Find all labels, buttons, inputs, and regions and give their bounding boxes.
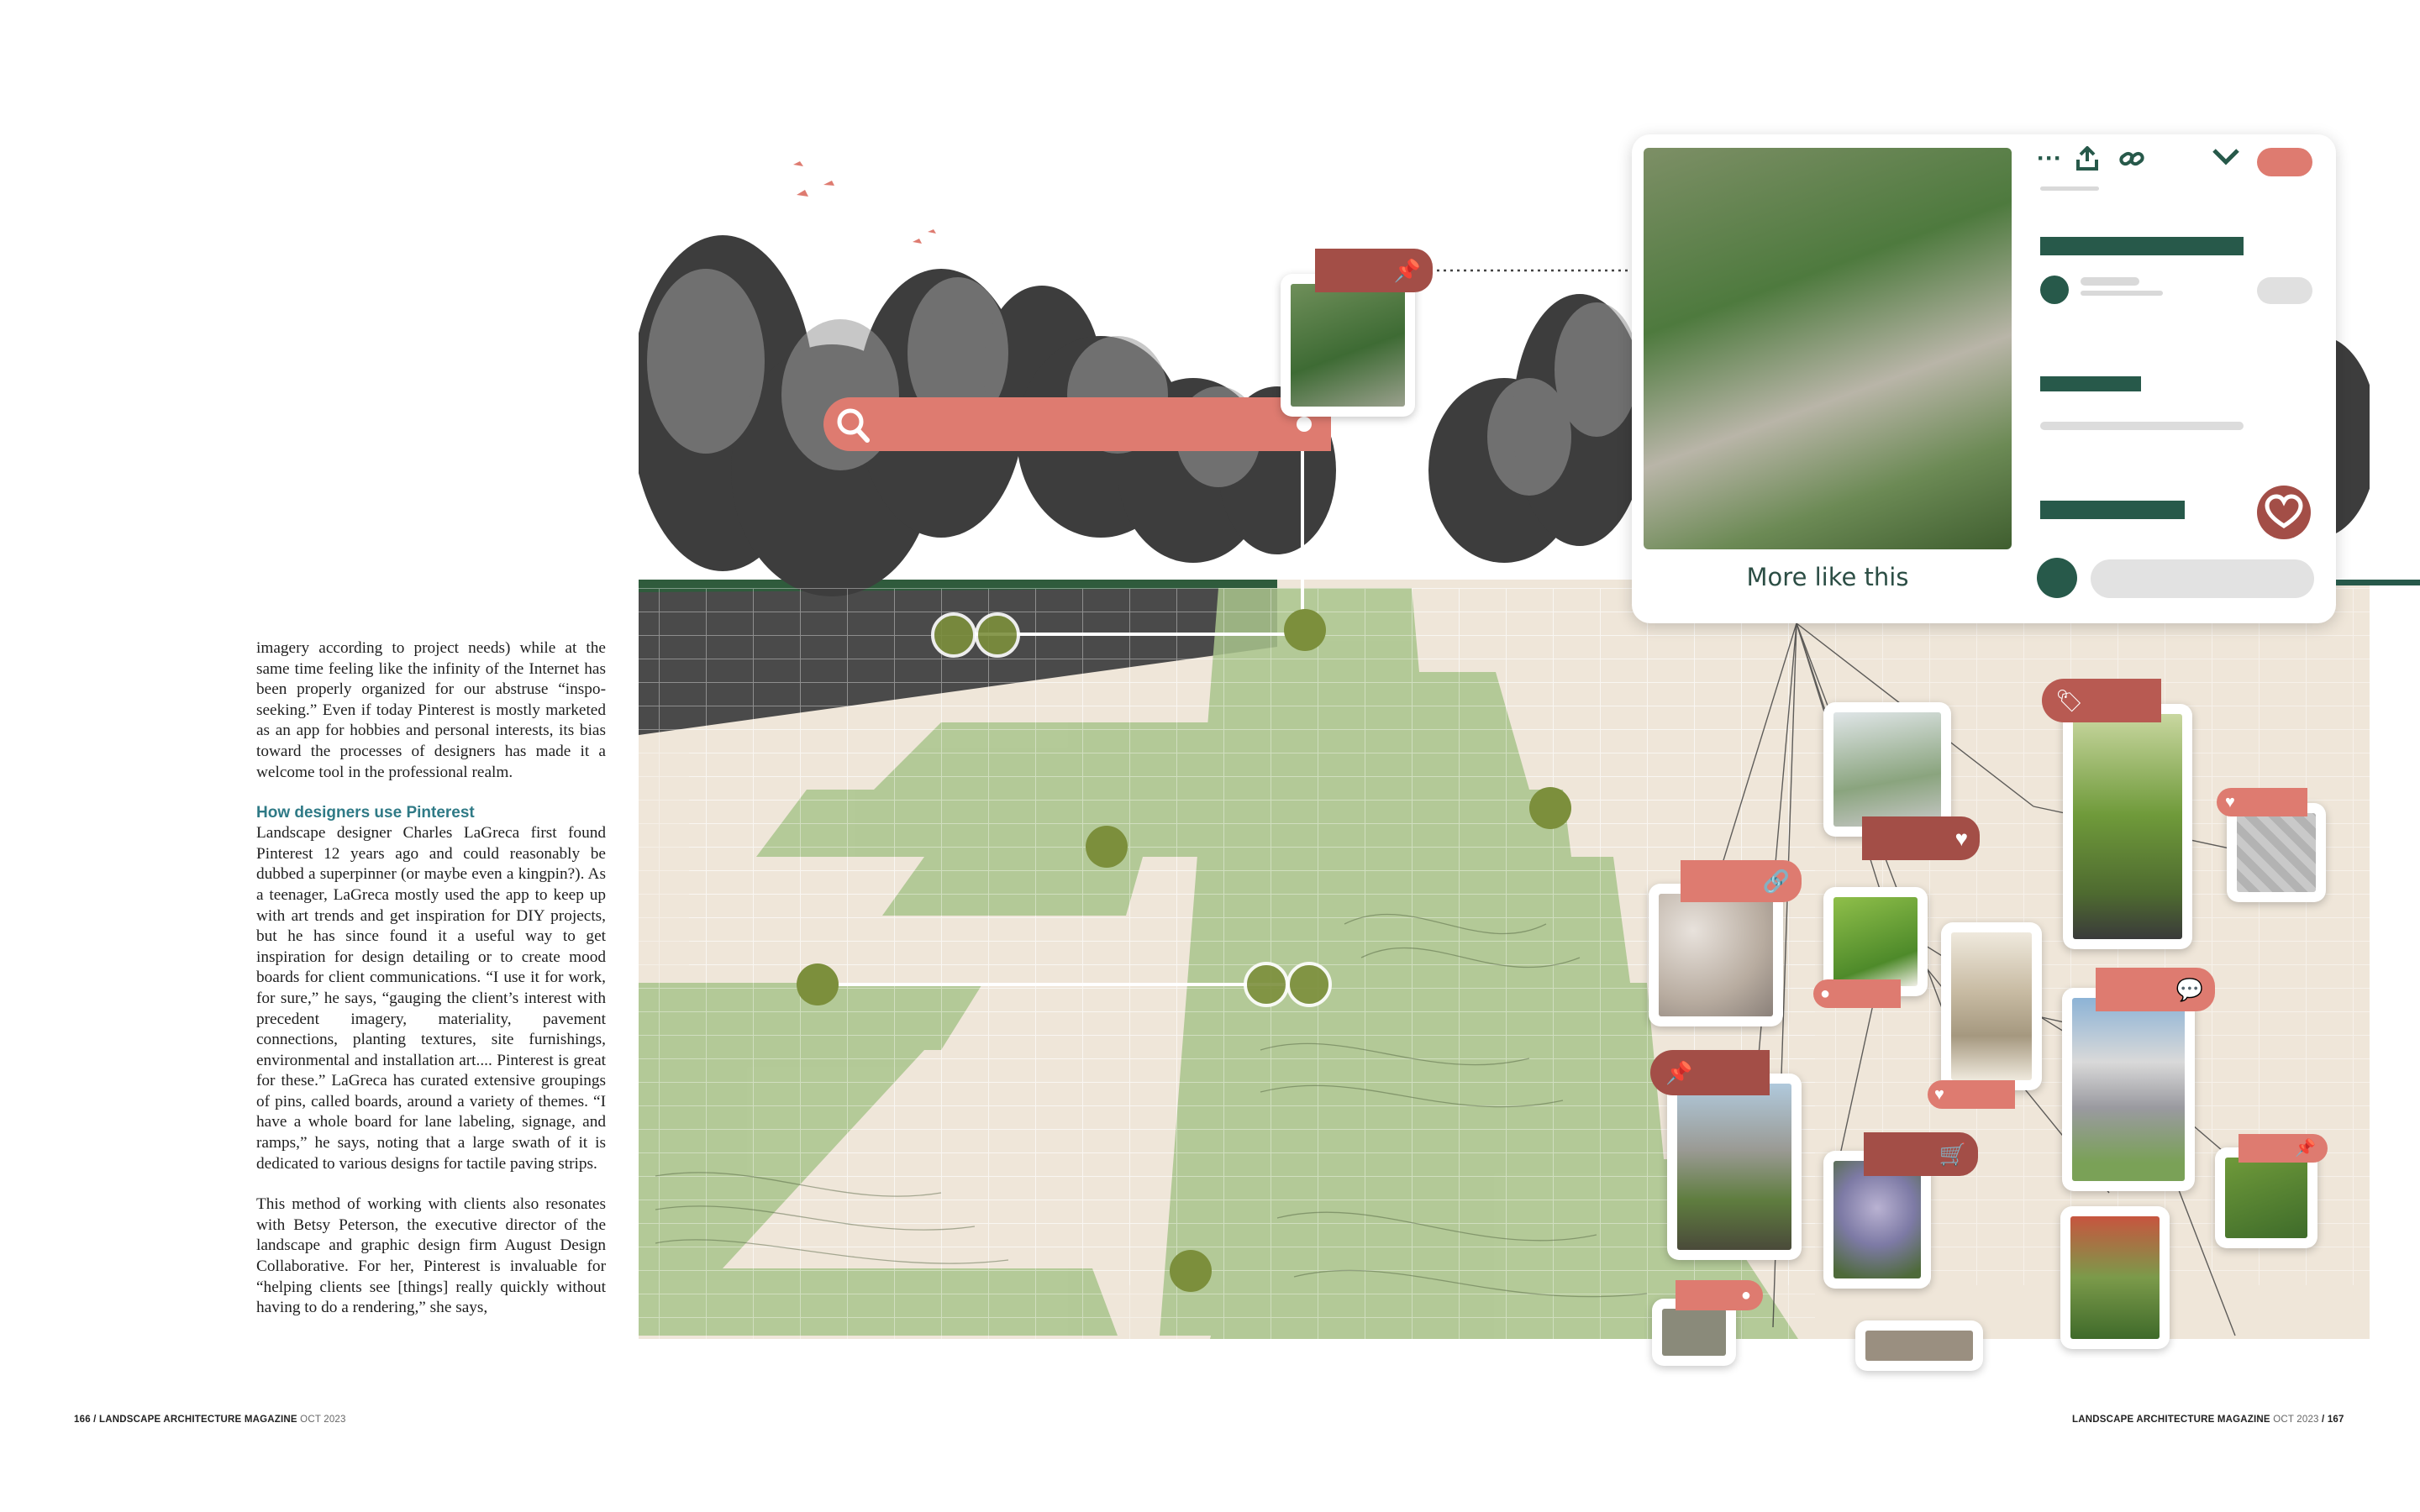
pin-thumbnail[interactable] [1281,274,1415,417]
article-paragraph: imagery according to project needs) while at the same time feeling like the infinity of the Internet has been properly organized for our abstruse “inspo-seeking.” Even if today Pinterest is mostly marketed as an app for hobbies and personal interests, its bias toward the processes of designers has made it a welcome tool in the professional realm. [256,639,606,781]
related-pin[interactable] [1649,884,1783,1026]
article-paragraph: This method of working with clients also resonates with Betsy Peterson, the executive director of the landscape and graphic design firm August Design Collaborative. For her, Pinterest is invaluable for “helping clients see [things] really quickly without having to do a rendering,” she says, [256,1195,606,1317]
pin-icon: 📌 [1665,1060,1693,1085]
related-pin[interactable] [2063,704,2192,949]
pin-icon: 📌 [2295,1139,2316,1158]
issue-date: OCT 2023 [300,1415,346,1425]
avatar[interactable] [2040,276,2069,304]
magazine-name: LANDSCAPE ARCHITECTURE MAGAZINE [98,1415,297,1425]
related-pin[interactable] [2062,988,2195,1191]
follow-button[interactable] [2257,277,2312,304]
like-button[interactable] [2257,486,2311,539]
related-pin[interactable] [2060,1206,2170,1349]
heart-badge [1862,816,1980,860]
related-pin[interactable] [2227,803,2326,902]
page-number: / 167 [2322,1415,2344,1425]
more-like-this[interactable]: More like this [1746,563,1909,591]
pin-badge [1650,1050,1770,1095]
heart-icon: ♥ [1954,826,1968,851]
issue-date: OCT 2023 [2273,1415,2319,1425]
cart-icon: 🛒 [1939,1142,1966,1167]
pin-image[interactable] [1644,148,2012,549]
pin-badge [2238,1134,2328,1163]
pin-badge [1315,249,1433,292]
heart-icon [2257,486,2311,539]
more-options-icon[interactable]: ··· [2037,144,2062,172]
comment-badge [2096,968,2215,1011]
heart-icon: ♥ [2225,793,2235,811]
related-pin[interactable] [1941,922,2042,1090]
share-icon[interactable] [2075,146,2097,168]
save-button[interactable] [2257,148,2312,176]
page-number: 166 / [74,1415,97,1425]
birds [793,161,936,244]
heart-badge [1928,1080,2015,1109]
comment-input[interactable] [2091,559,2314,598]
comment-badge [1676,1280,1763,1310]
magazine-name: LANDSCAPE ARCHITECTURE MAGAZINE [2072,1415,2270,1425]
user-avatar[interactable] [2037,558,2077,598]
search-bar [823,397,1331,451]
comment-icon: ● [1740,1286,1751,1305]
comment-icon: 💬 [2175,977,2203,1002]
section-heading: How designers use Pinterest [256,804,475,822]
pin-icon: 📌 [1393,258,1421,283]
tag-icon: 🏷 [2055,688,2084,713]
related-pin[interactable] [2215,1147,2317,1248]
article-paragraph: Landscape designer Charles LaGreca first found Pinterest 12 years ago and could reasonably be dubbed a superpinner (or maybe even a kingpin?). As a teenager, LaGreca mostly used the app to keep up with art trends and get inspiration for DIY projects, but he has since found it a useful way to get inspiration for design detailing or to create mood boards for client communications. “I use it for work, for sure,” he says, “gauging the client’s interest with precedent imagery, materiality, pavement connections, planting textures, site furnishings, environmental and installation art.... Pinterest is great for these.” LaGreca has curated extensive groupings of pins, called boards, around a variety of themes. “I have a whole board for lane labeling, signage, and ramps,” he says, noting that a large swath of it is dedicated to various designs for tactile paving strips. [256,824,606,1173]
pinterest-pin-card[interactable] [1632,134,2336,623]
cart-badge [1864,1132,1978,1176]
link-icon: 🔗 [1762,869,1790,894]
link-badge [1681,860,1802,902]
link-icon[interactable] [2119,148,2144,174]
heart-icon: ♥ [1934,1085,1944,1104]
related-pin[interactable] [1855,1320,1983,1371]
comment-badge [1813,979,1901,1008]
tag-badge [2042,679,2161,722]
related-pin[interactable] [1667,1074,1802,1260]
chevron-down-icon[interactable] [2212,148,2240,171]
heart-badge [2217,788,2307,816]
comment-icon: ● [1820,984,1831,1003]
